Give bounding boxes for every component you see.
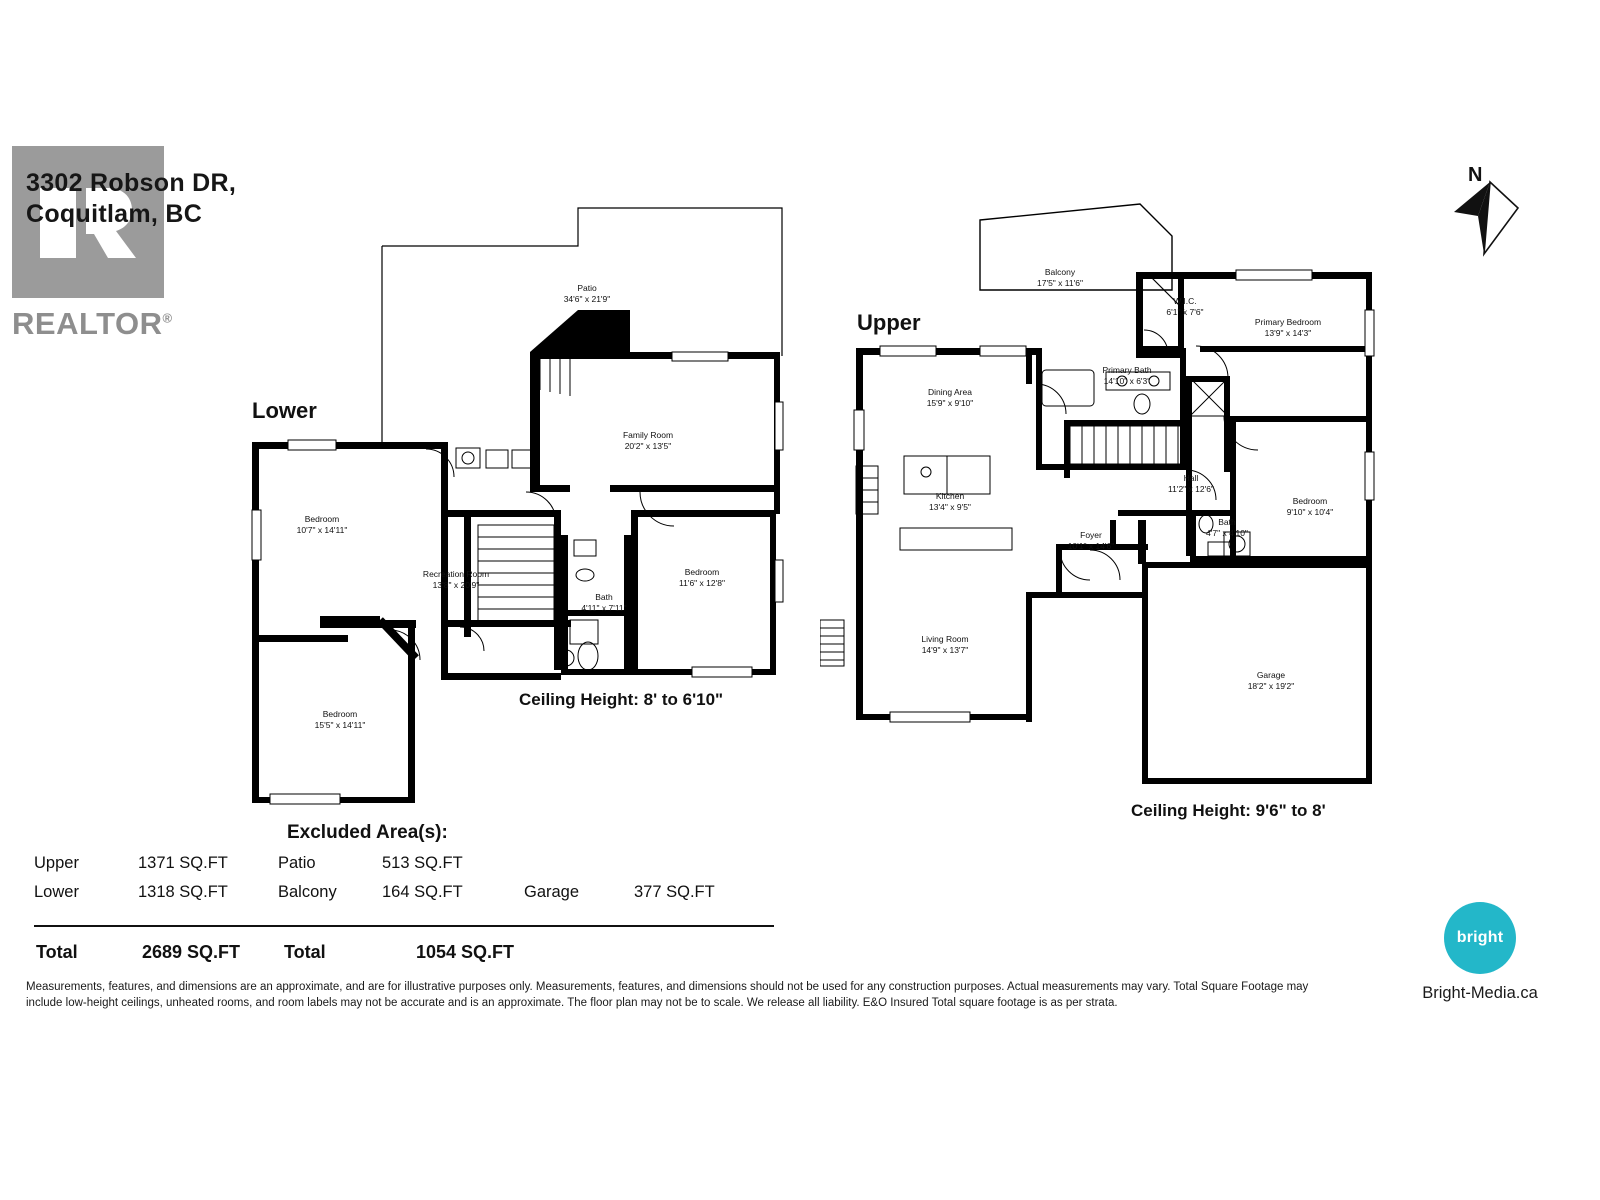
excluded-value-balcony: 164 SQ.FT — [382, 883, 463, 901]
realtor-word-text: REALTOR — [12, 306, 163, 341]
room-dimensions: 14'10" x 6'3" — [1103, 376, 1151, 386]
room-name: Patio — [577, 283, 597, 293]
room-label-foyer — [1068, 530, 1115, 552]
room-dimensions: 15'5" x 14'11" — [314, 720, 366, 730]
realtor-wordmark — [12, 306, 173, 342]
room-name: Dining Area — [928, 387, 972, 397]
room-label-bedroom-upper — [1287, 496, 1334, 518]
excluded-value-patio: 513 SQ.FT — [382, 854, 463, 872]
room-label-living-room — [921, 634, 968, 656]
total-left-value: 2689 SQ.FT — [142, 942, 241, 962]
room-label-bath-lower — [581, 592, 626, 614]
area-label-lower: Lower — [34, 883, 79, 901]
excluded-label-garage: Garage — [524, 883, 580, 901]
room-dimensions: 20'2" x 13'5" — [624, 441, 672, 451]
room-name: Recreation Room — [422, 569, 490, 579]
address-line-1: 3302 Robson DR, — [26, 169, 237, 197]
room-dimensions: 11'6" x 12'8" — [679, 578, 725, 588]
room-dimensions: 11'2" x 12'6" — [1168, 484, 1214, 494]
excluded-label-blank — [524, 850, 634, 879]
room-dimensions: 13'4" x 9'5" — [929, 502, 971, 512]
total-right-label: Total — [284, 942, 326, 962]
room-dimensions: 17'5" x 11'6" — [1037, 278, 1083, 288]
area-value-lower: 1318 SQ.FT — [138, 883, 228, 901]
ceiling-height-upper: Ceiling Height: 9'6" to 8' — [1131, 801, 1326, 820]
excluded-label-patio: Patio — [278, 854, 316, 872]
room-name: Family Room — [622, 430, 674, 440]
room-dimensions: 10'1" x 14'6" — [1067, 541, 1115, 551]
room-label-bedroom-2 — [679, 567, 725, 589]
ceiling-height-lower: Ceiling Height: 8' to 6'10" — [519, 690, 724, 709]
room-dimensions: 10'7" x 14'11" — [296, 525, 348, 535]
floorplan-lower — [230, 180, 810, 825]
bright-media-branding — [1385, 902, 1575, 1022]
room-label-primary-bath — [1102, 365, 1151, 387]
excluded-label-balcony: Balcony — [278, 883, 337, 901]
room-label-family-room — [623, 430, 673, 452]
address-line-2: Coquitlam, BC — [26, 200, 203, 228]
room-name: Bedroom — [304, 514, 340, 524]
room-name: Bath — [1218, 517, 1236, 527]
area-value-upper: 1371 SQ.FT — [138, 854, 228, 872]
disclaimer-text: Measurements, features, and dimensions are an approximate, and are for illustrative purposes only. Measurements, features, and dimensions should not be used for any construction purposes. Actual measurements may vary. Total Square Footage may include low-height ceilings, unheated rooms, and room labels may not be accurate and is an approximate. The floor plan may not be to scale. We release all liability. E&O Insured Total square footage is as per strata. — [26, 981, 1309, 1009]
room-name: Bedroom — [322, 709, 358, 719]
area-label-upper: Upper — [34, 854, 79, 872]
room-name: Garage — [1256, 670, 1286, 680]
room-label-bath-upper — [1206, 517, 1248, 539]
room-label-hall — [1168, 473, 1214, 495]
room-dimensions: 4'7" x 4'10" — [1206, 528, 1248, 538]
room-label-primary-bedroom — [1255, 317, 1321, 339]
room-name: Foyer — [1080, 530, 1102, 540]
total-right-value: 1054 SQ.FT — [416, 942, 515, 962]
room-label-dining-area — [927, 387, 974, 409]
room-name: Living Room — [921, 634, 969, 644]
room-name: Primary Bedroom — [1254, 317, 1322, 327]
totals-grid — [34, 936, 516, 969]
totals-row — [34, 936, 774, 969]
table-row — [34, 879, 754, 908]
bright-logo-icon — [1444, 902, 1516, 974]
room-name: W.I.C. — [1173, 296, 1197, 306]
room-dimensions: 34'6" x 21'9" — [563, 294, 611, 304]
room-label-patio — [564, 283, 611, 305]
bright-media-website: Bright-Media.ca — [1422, 984, 1538, 1002]
room-dimensions: 18'2" x 19'2" — [1247, 681, 1295, 691]
compass-north-label: N — [1468, 164, 1483, 186]
room-label-bedroom-3 — [315, 709, 366, 731]
room-label-garage — [1248, 670, 1295, 692]
room-dimensions: 13'9" x 14'3" — [1264, 328, 1312, 338]
registered-mark: ® — [162, 310, 173, 326]
compass-needle-icon — [1432, 168, 1542, 278]
room-name: Bedroom — [1292, 496, 1328, 506]
table-row — [34, 850, 754, 879]
floor-label-upper: Upper — [857, 310, 921, 335]
room-name: Hall — [1183, 473, 1199, 483]
room-label-kitchen — [929, 491, 971, 513]
room-label-wic — [1166, 296, 1203, 318]
areas-table-grid — [34, 850, 754, 908]
room-name: Bath — [595, 592, 613, 602]
areas-table — [34, 850, 774, 908]
room-dimensions: 14'9" x 13'7" — [921, 645, 969, 655]
room-name: Primary Bath — [1102, 365, 1152, 375]
compass-rose — [1432, 164, 1542, 278]
floorplan-upper — [820, 180, 1410, 825]
excluded-value-blank — [634, 850, 754, 879]
room-label-recreation-room — [423, 569, 489, 591]
excluded-areas-title: Excluded Area(s): — [287, 822, 448, 843]
bright-logo-text: bright — [1456, 929, 1504, 946]
room-dimensions: 13'8" x 20'9" — [432, 580, 480, 590]
table-row — [36, 938, 514, 967]
total-left-label: Total — [36, 942, 78, 962]
areas-divider-right — [287, 925, 774, 927]
room-dimensions: 6'1" x 7'6" — [1166, 307, 1204, 317]
room-label-bedroom-1 — [297, 514, 348, 536]
room-name: Balcony — [1044, 267, 1076, 277]
room-dimensions: 9'10" x 10'4" — [1286, 507, 1334, 517]
excluded-value-garage: 377 SQ.FT — [634, 883, 715, 901]
floor-label-lower: Lower — [252, 398, 317, 423]
areas-divider-left — [34, 925, 289, 927]
room-dimensions: 4'11" x 7'11" — [581, 603, 627, 613]
room-name: Bedroom — [684, 567, 720, 577]
room-label-balcony — [1037, 267, 1083, 289]
room-name: Kitchen — [935, 491, 965, 501]
room-dimensions: 15'9" x 9'10" — [926, 398, 974, 408]
